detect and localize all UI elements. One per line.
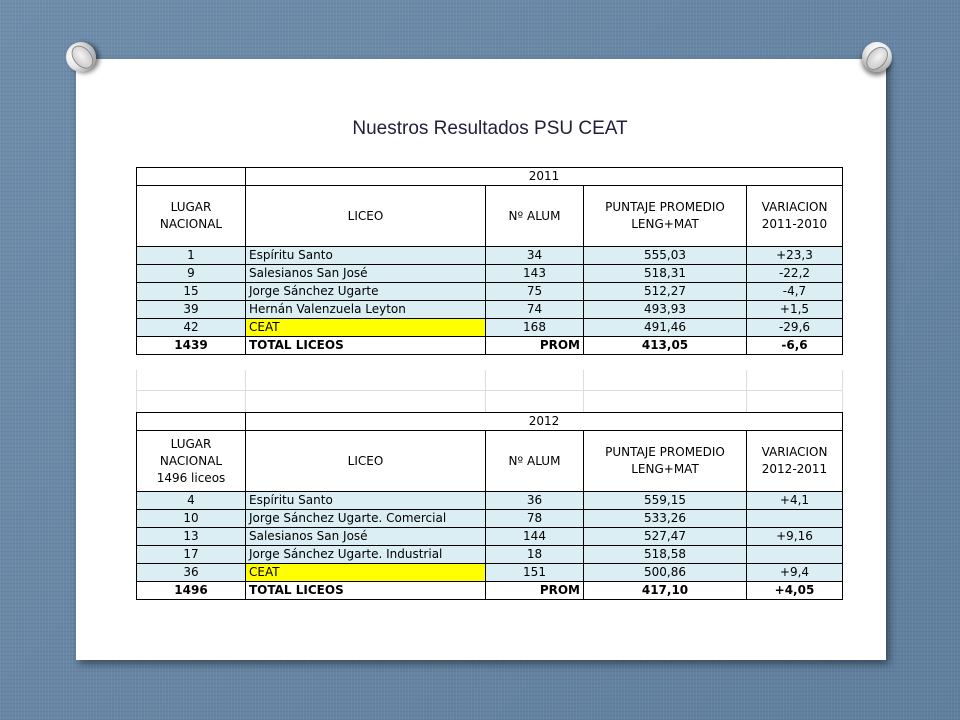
table-row: 42 CEAT 168 491,46 -29,6 bbox=[137, 319, 843, 337]
table-row: 4 Espíritu Santo 36 559,15 +4,1 bbox=[137, 492, 843, 510]
header-puntaje: PUNTAJE PROMEDIO LENG+MAT bbox=[584, 186, 747, 247]
header-lugar: LUGAR NACIONAL bbox=[137, 186, 246, 247]
page-title: Nuestros Resultados PSU CEAT bbox=[352, 118, 628, 139]
table-row: 9 Salesianos San José 143 518,31 -22,2 bbox=[137, 265, 843, 283]
table-row: 36 CEAT 151 500,86 +9,4 bbox=[137, 564, 843, 582]
ceat-highlight: CEAT bbox=[246, 319, 486, 337]
header-variacion: VARIACION 2012-2011 bbox=[747, 431, 843, 492]
table-year: 2011 bbox=[246, 168, 843, 186]
results-table-2012 bbox=[136, 412, 843, 600]
header-lugar: LUGAR NACIONAL 1496 liceos bbox=[137, 431, 246, 492]
table-row: 1 Espíritu Santo 34 555,03 +23,3 bbox=[137, 247, 843, 265]
header-liceo: LICEO bbox=[246, 186, 486, 247]
table-year: 2012 bbox=[246, 413, 843, 431]
header-liceo: LICEO bbox=[246, 431, 486, 492]
total-row: 1496 TOTAL LICEOS PROM 417,10 +4,05 bbox=[137, 582, 843, 600]
ceat-highlight: CEAT bbox=[246, 564, 486, 582]
header-puntaje: PUNTAJE PROMEDIO LENG+MAT bbox=[584, 431, 747, 492]
table-row: 39 Hernán Valenzuela Leyton 74 493,93 +1,5 bbox=[137, 301, 843, 319]
table-row: 10 Jorge Sánchez Ugarte. Comercial 78 533,26 bbox=[137, 510, 843, 528]
total-row: 1439 TOTAL LICEOS PROM 413,05 -6,6 bbox=[137, 337, 843, 355]
header-variacion: VARIACION 2011-2010 bbox=[747, 186, 843, 247]
header-alum: Nº ALUM bbox=[486, 431, 584, 492]
table-gap-gridlines bbox=[136, 370, 842, 412]
header-alum: Nº ALUM bbox=[486, 186, 584, 247]
table-row: 17 Jorge Sánchez Ugarte. Industrial 18 518,58 bbox=[137, 546, 843, 564]
results-table-2011 bbox=[136, 167, 843, 355]
table-row: 15 Jorge Sánchez Ugarte 75 512,27 -4,7 bbox=[137, 283, 843, 301]
table-row: 13 Salesianos San José 144 527,47 +9,16 bbox=[137, 528, 843, 546]
